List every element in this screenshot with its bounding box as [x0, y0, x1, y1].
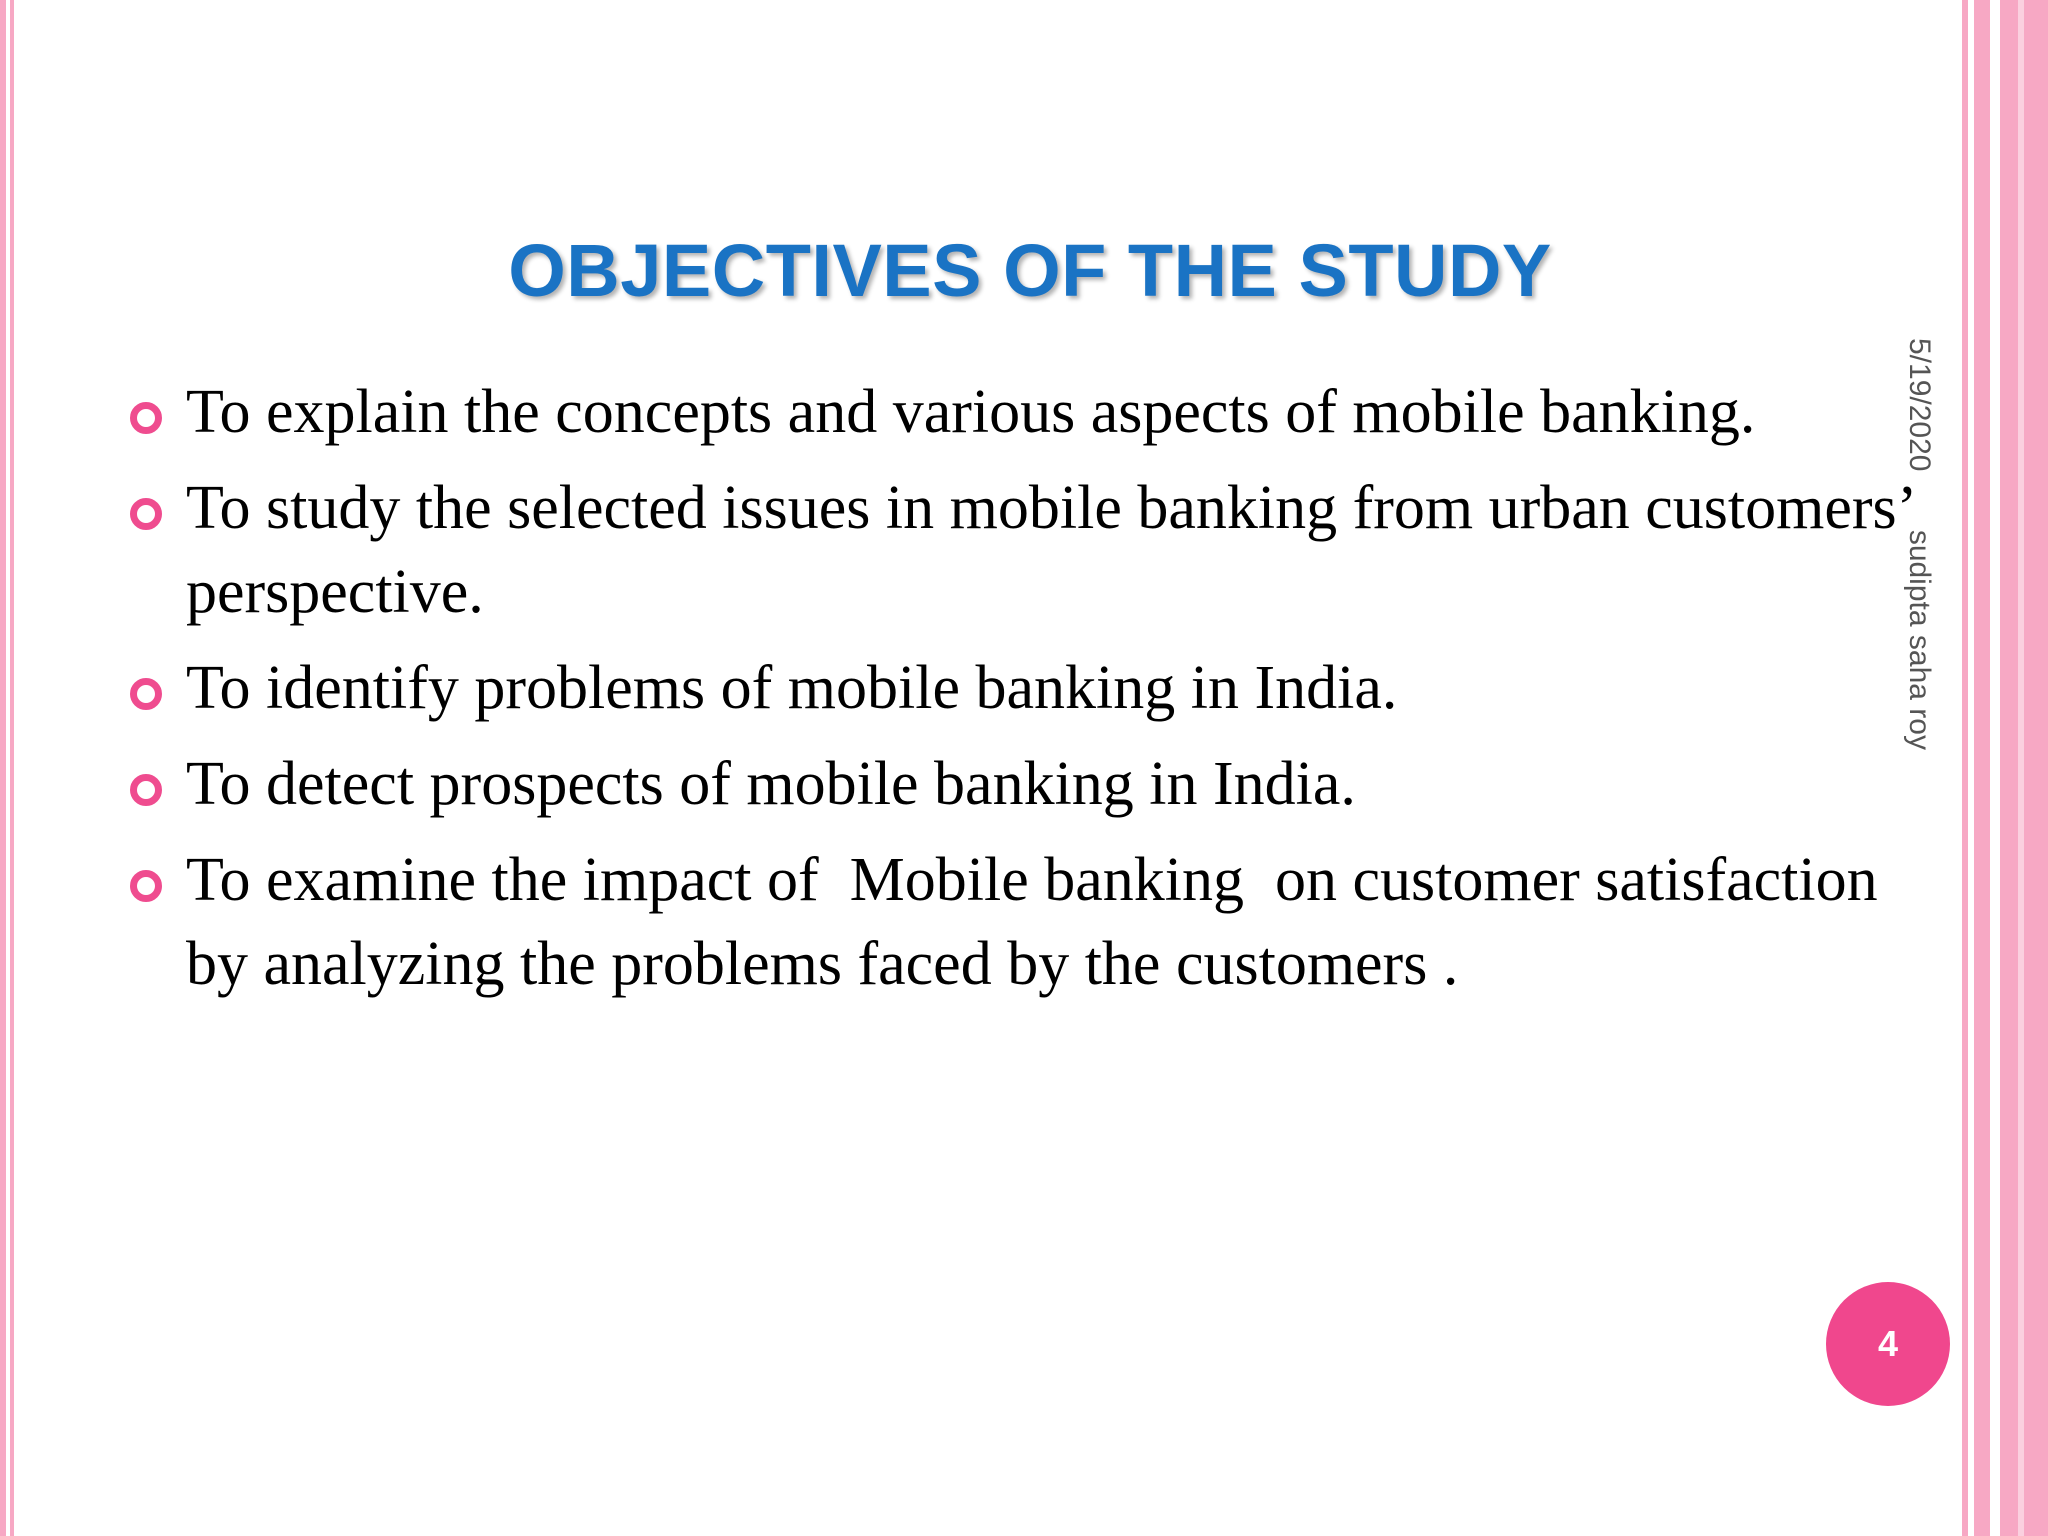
slide-title: OBJECTIVES OF THE STUDY [508, 229, 1552, 312]
slide-footer-vertical [1902, 338, 1936, 750]
bullet-text: To study the selected issues in mobile banking from urban customers’ perspective. [186, 474, 1929, 626]
bullet-icon [130, 678, 162, 710]
list-item [120, 742, 1920, 826]
left-border-stripe [0, 0, 6, 1536]
page-number-badge [1826, 1282, 1950, 1406]
left-border-stripe-inner [10, 0, 14, 1536]
right-border-stripe-mid [1974, 0, 1990, 1536]
list-item [120, 466, 1929, 634]
slide-date: 5/19/2020 [1903, 338, 1936, 472]
bullet-icon [130, 402, 162, 434]
bullet-text: To explain the concepts and various aspects of mobile banking. [186, 378, 1756, 446]
bullet-text: To detect prospects of mobile banking in India. [186, 750, 1356, 818]
bullet-text: To identify problems of mobile banking in India. [186, 654, 1398, 722]
list-item [120, 646, 1920, 730]
bullet-icon [130, 774, 162, 806]
right-border-stripe-wide [2000, 0, 2048, 1536]
right-border-stripe-gap [2018, 0, 2024, 1536]
bullet-icon [130, 498, 162, 530]
slide-author: sudipta saha roy [1903, 529, 1936, 750]
list-item [120, 370, 1920, 454]
bullet-icon [130, 870, 162, 902]
right-border-stripe-thin [1962, 0, 1968, 1536]
list-item [120, 838, 1920, 1006]
page-number: 4 [1877, 1323, 1899, 1364]
bullet-text: To examine the impact of Mobile banking on customer satisfaction by analyzing the problems faced by the customers . [186, 846, 1894, 998]
